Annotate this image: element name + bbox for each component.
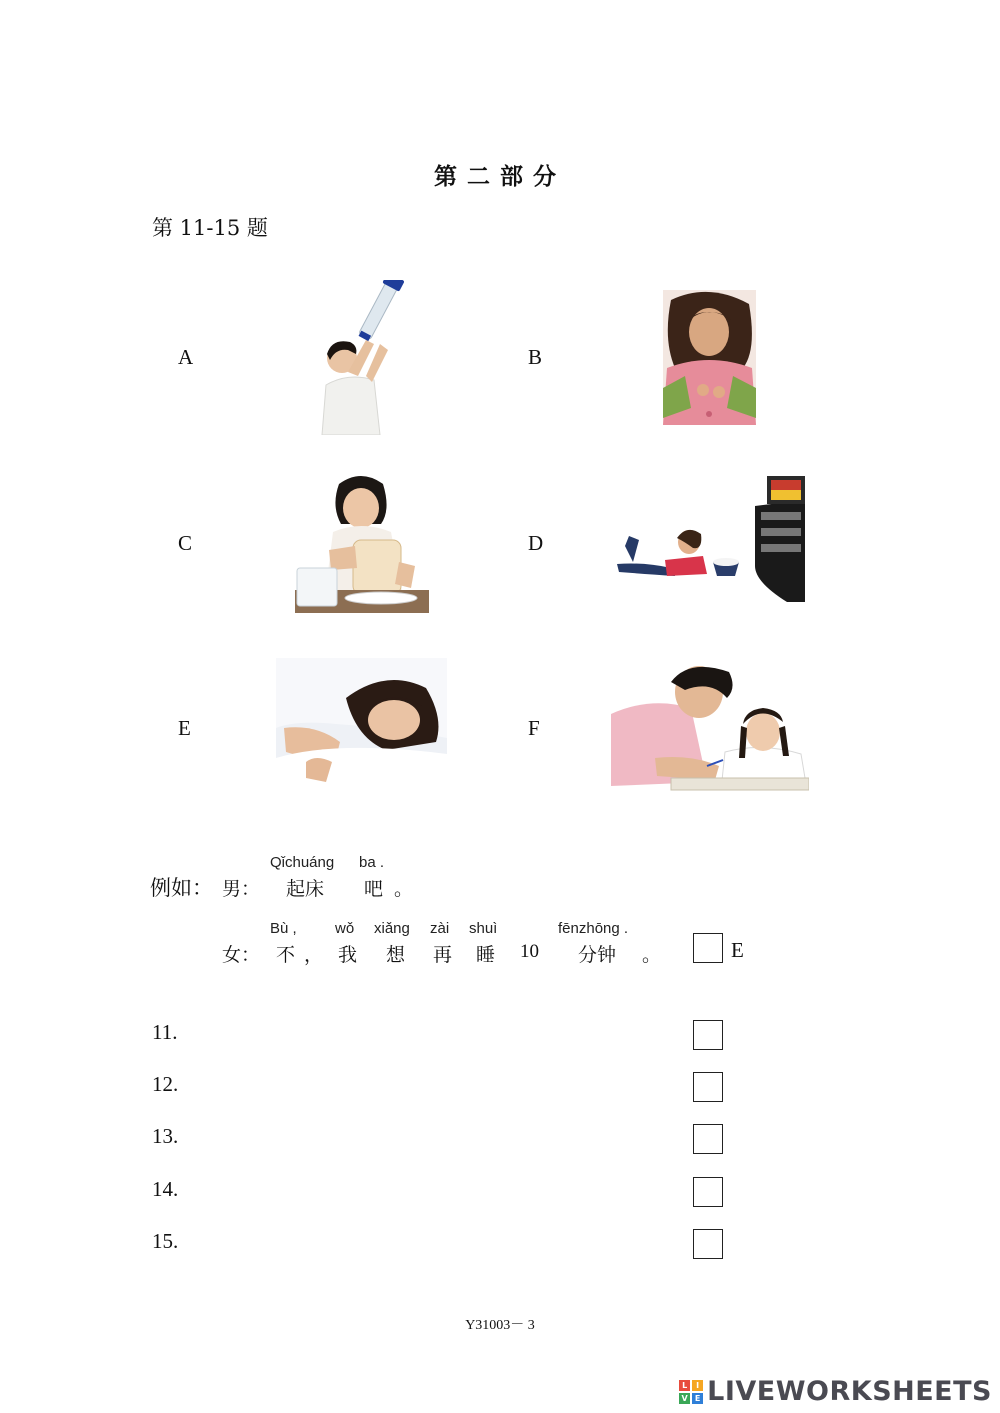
hanzi-shui: 睡 <box>476 944 496 966</box>
hanzi-bu: 不 <box>276 944 296 966</box>
example-answer: E <box>731 938 744 962</box>
question-number-11: 11. <box>152 1020 178 1044</box>
hanzi-qichuang: 起床 <box>286 878 325 900</box>
option-letter-c: C <box>178 531 193 555</box>
hanzi-fenzhong: 分钟 <box>578 944 617 966</box>
answer-box-14[interactable] <box>693 1177 723 1207</box>
pinyin-wo: wǒ <box>335 920 355 937</box>
answer-box-11[interactable] <box>693 1020 723 1050</box>
option-letter-a: A <box>178 345 194 369</box>
image-girl-with-bread <box>295 470 429 613</box>
answer-box-15[interactable] <box>693 1229 723 1259</box>
logo-tiles-icon <box>679 1380 703 1404</box>
hanzi-comma: ， <box>304 944 324 966</box>
question-number-13: 13. <box>152 1124 179 1148</box>
logo-tile-i: I <box>692 1380 703 1391</box>
pinyin-qichuang: Qǐchuáng <box>270 854 335 871</box>
answer-box-12[interactable] <box>693 1072 723 1102</box>
example-answer-box <box>693 933 723 963</box>
question-number-15: 15. <box>152 1229 179 1253</box>
pinyin-zai: zài <box>430 920 450 937</box>
liveworksheets-logo[interactable] <box>679 1376 992 1407</box>
question-number-14: 14. <box>152 1177 179 1201</box>
answer-box-13[interactable] <box>693 1124 723 1154</box>
option-letter-e: E <box>178 716 191 740</box>
question-range: 第 11-15 题 <box>152 216 268 240</box>
pinyin-fenzhong: fēnzhōng . <box>558 920 629 937</box>
hanzi-ba: 吧 <box>364 878 384 900</box>
female-speaker: 女： <box>222 944 261 966</box>
logo-tile-v: V <box>679 1393 690 1404</box>
hanzi-period-2: 。 <box>642 944 662 966</box>
hanzi-zai: 再 <box>433 944 453 966</box>
hanzi-ten: 10 <box>520 941 539 962</box>
logo-tile-l: L <box>679 1380 690 1391</box>
question-number-12: 12. <box>152 1072 179 1096</box>
page-code: Y31003－ 3 <box>465 1318 535 1333</box>
image-woman-sleeping <box>276 658 447 799</box>
option-letter-d: D <box>528 531 544 555</box>
section-title: 第二部分 <box>434 163 566 190</box>
pinyin-xiang: xiǎng <box>374 920 410 937</box>
logo-wordmark: LIVEWORKSHEETS <box>707 1376 992 1407</box>
hanzi-period-1: 。 <box>394 878 414 900</box>
male-speaker: 男： <box>222 878 261 900</box>
hanzi-wo: 我 <box>338 944 358 966</box>
image-girl-buttoning-cardigan <box>663 290 756 425</box>
pinyin-shui: shuì <box>469 920 498 937</box>
pinyin-bu: Bù , <box>270 920 297 937</box>
option-letter-f: F <box>528 716 540 740</box>
image-boy-with-telescope <box>318 280 404 435</box>
pinyin-ba: ba . <box>359 854 385 871</box>
option-letter-b: B <box>528 345 543 369</box>
example-label: 例如： <box>150 876 213 900</box>
hanzi-xiang: 想 <box>386 944 406 966</box>
image-girl-watching-tv <box>615 476 805 602</box>
logo-tile-e: E <box>692 1393 703 1404</box>
image-father-helping-daughter <box>611 662 809 794</box>
